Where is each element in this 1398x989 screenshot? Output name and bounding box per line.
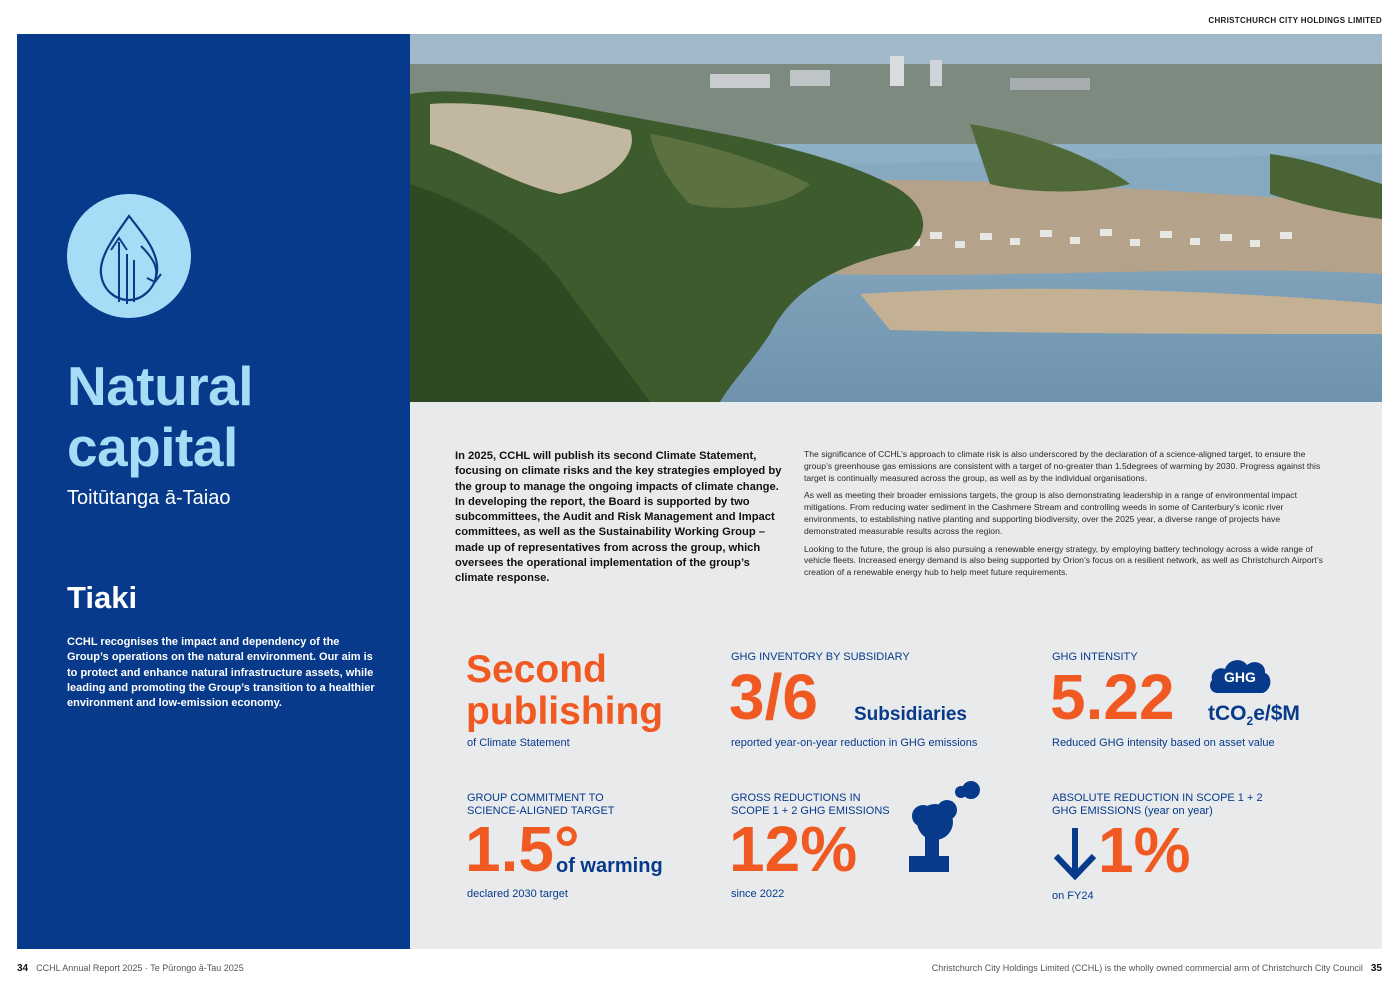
stat-big-number: 3/6 [729,661,818,733]
stat-unit: Subsidiaries [854,704,967,725]
stat-note: on FY24 [1052,890,1094,902]
intro-text: CCHL recognises the impact and dependency of the Group’s operations on the natural environment. Our aim is to protect and enhance natural infrastructure assets, while leading and promoting the Group’s transition to a healthier environment and low-emission economy. [67,636,375,710]
stat-note: since 2022 [731,888,785,900]
stat-big-number: 1.5° [465,813,580,885]
body-paragraph-2: As well as meeting their broader emissions targets, the group is also demonstrating leadership in a range of environmental impact mitigations. From reducing water sediment in the Cashmere Stream and controlling weeds in some of Canterbury’s iconic river environments, to establishing native planting and supporting biodiversity, over the 2025 year, a diverse range of projects have demonstrated measurable results across the region. [804,490,1297,536]
factory-smoke-icon [905,778,987,874]
ghg-cloud-icon: GHG [1208,655,1272,695]
stat-label: GROUP COMMITMENT TO SCIENCE-ALIGNED TARGET [467,792,615,817]
stat-second-publishing: Second publishing [466,648,664,733]
down-arrow-icon [1052,826,1098,880]
stat-label: ABSOLUTE REDUCTION IN SCOPE 1 + 2 GHG EMISSIONS (year on year) [1052,792,1263,817]
body-paragraph-3: Looking to the future, the group is also pursuing a renewable energy strategy, by employing battery technology across a wide range of vehicle fleets. Increased energy demand is also being supported by Orion’s focus on a resilient network, as well as Christchurch Airport’s creation of a renewable energy hub to help meet future requirements. [804,543,1323,578]
page-subtitle: Toitūtanga ā-Taiao [67,487,231,509]
section-heading: Tiaki [67,580,138,615]
leaf-water-arrows-icon [67,194,191,318]
stat-note: reported year-on-year reduction in GHG emissions [731,737,978,749]
left-panel [17,34,410,949]
coastal-landscape-photo [410,34,1382,402]
stat-note: of Climate Statement [467,737,570,749]
stat-big-number: 1% [1098,814,1191,886]
footer-right: Christchurch City Holdings Limited (CCHL) is the wholly owned commercial arm of Christchurch City Council 35 [931,963,1382,974]
stat-note: declared 2030 target [467,888,568,900]
stat-big-number: 5.22 [1050,661,1175,733]
stat-label: GROSS REDUCTIONS IN SCOPE 1 + 2 GHG EMISSIONS [731,792,890,817]
stat-big-number: 12% [729,813,858,885]
stat-unit: tCO$_2$e/$M [1208,702,1300,729]
body-paragraph-1: The significance of CCHL’s approach to climate risk is also underscored by the declaration of a science-aligned target, to ensure the group’s greenhouse gas emissions are consistent with a target of no-greater than 1.5degrees of warming by 2030. Progress against this target is continually measured across the group, as well as by the individual organisations. [804,449,1321,483]
page-number: 35 [1370,963,1382,974]
stat-unit: of warming [556,855,663,877]
page-number: 34 [17,963,29,974]
page-title: Natural capital [67,355,253,478]
body-text [804,449,1334,585]
stat-label: GHG INVENTORY BY SUBSIDIARY [731,651,910,663]
footer-left: 34 CCHL Annual Report 2025 · Te Pūrongo ā-Tau 2025 [17,963,244,974]
stat-note: Reduced GHG intensity based on asset value [1052,737,1275,749]
stat-label: GHG INTENSITY [1052,651,1138,663]
org-header: CHRISTCHURCH CITY HOLDINGS LIMITED [1208,16,1382,25]
lead-paragraph: In 2025, CCHL will publish its second Climate Statement, focusing on climate risks and the key strategies employed by the group to manage the ongoing impacts of climate change. In developing the report, the Board is supported by two subcommittees, the Audit and Risk Management and Impact committees, as well as the Sustainability Working Group – made up of representatives from across the group, which oversees the operational implementation of the group’s climate response. [455,450,782,585]
